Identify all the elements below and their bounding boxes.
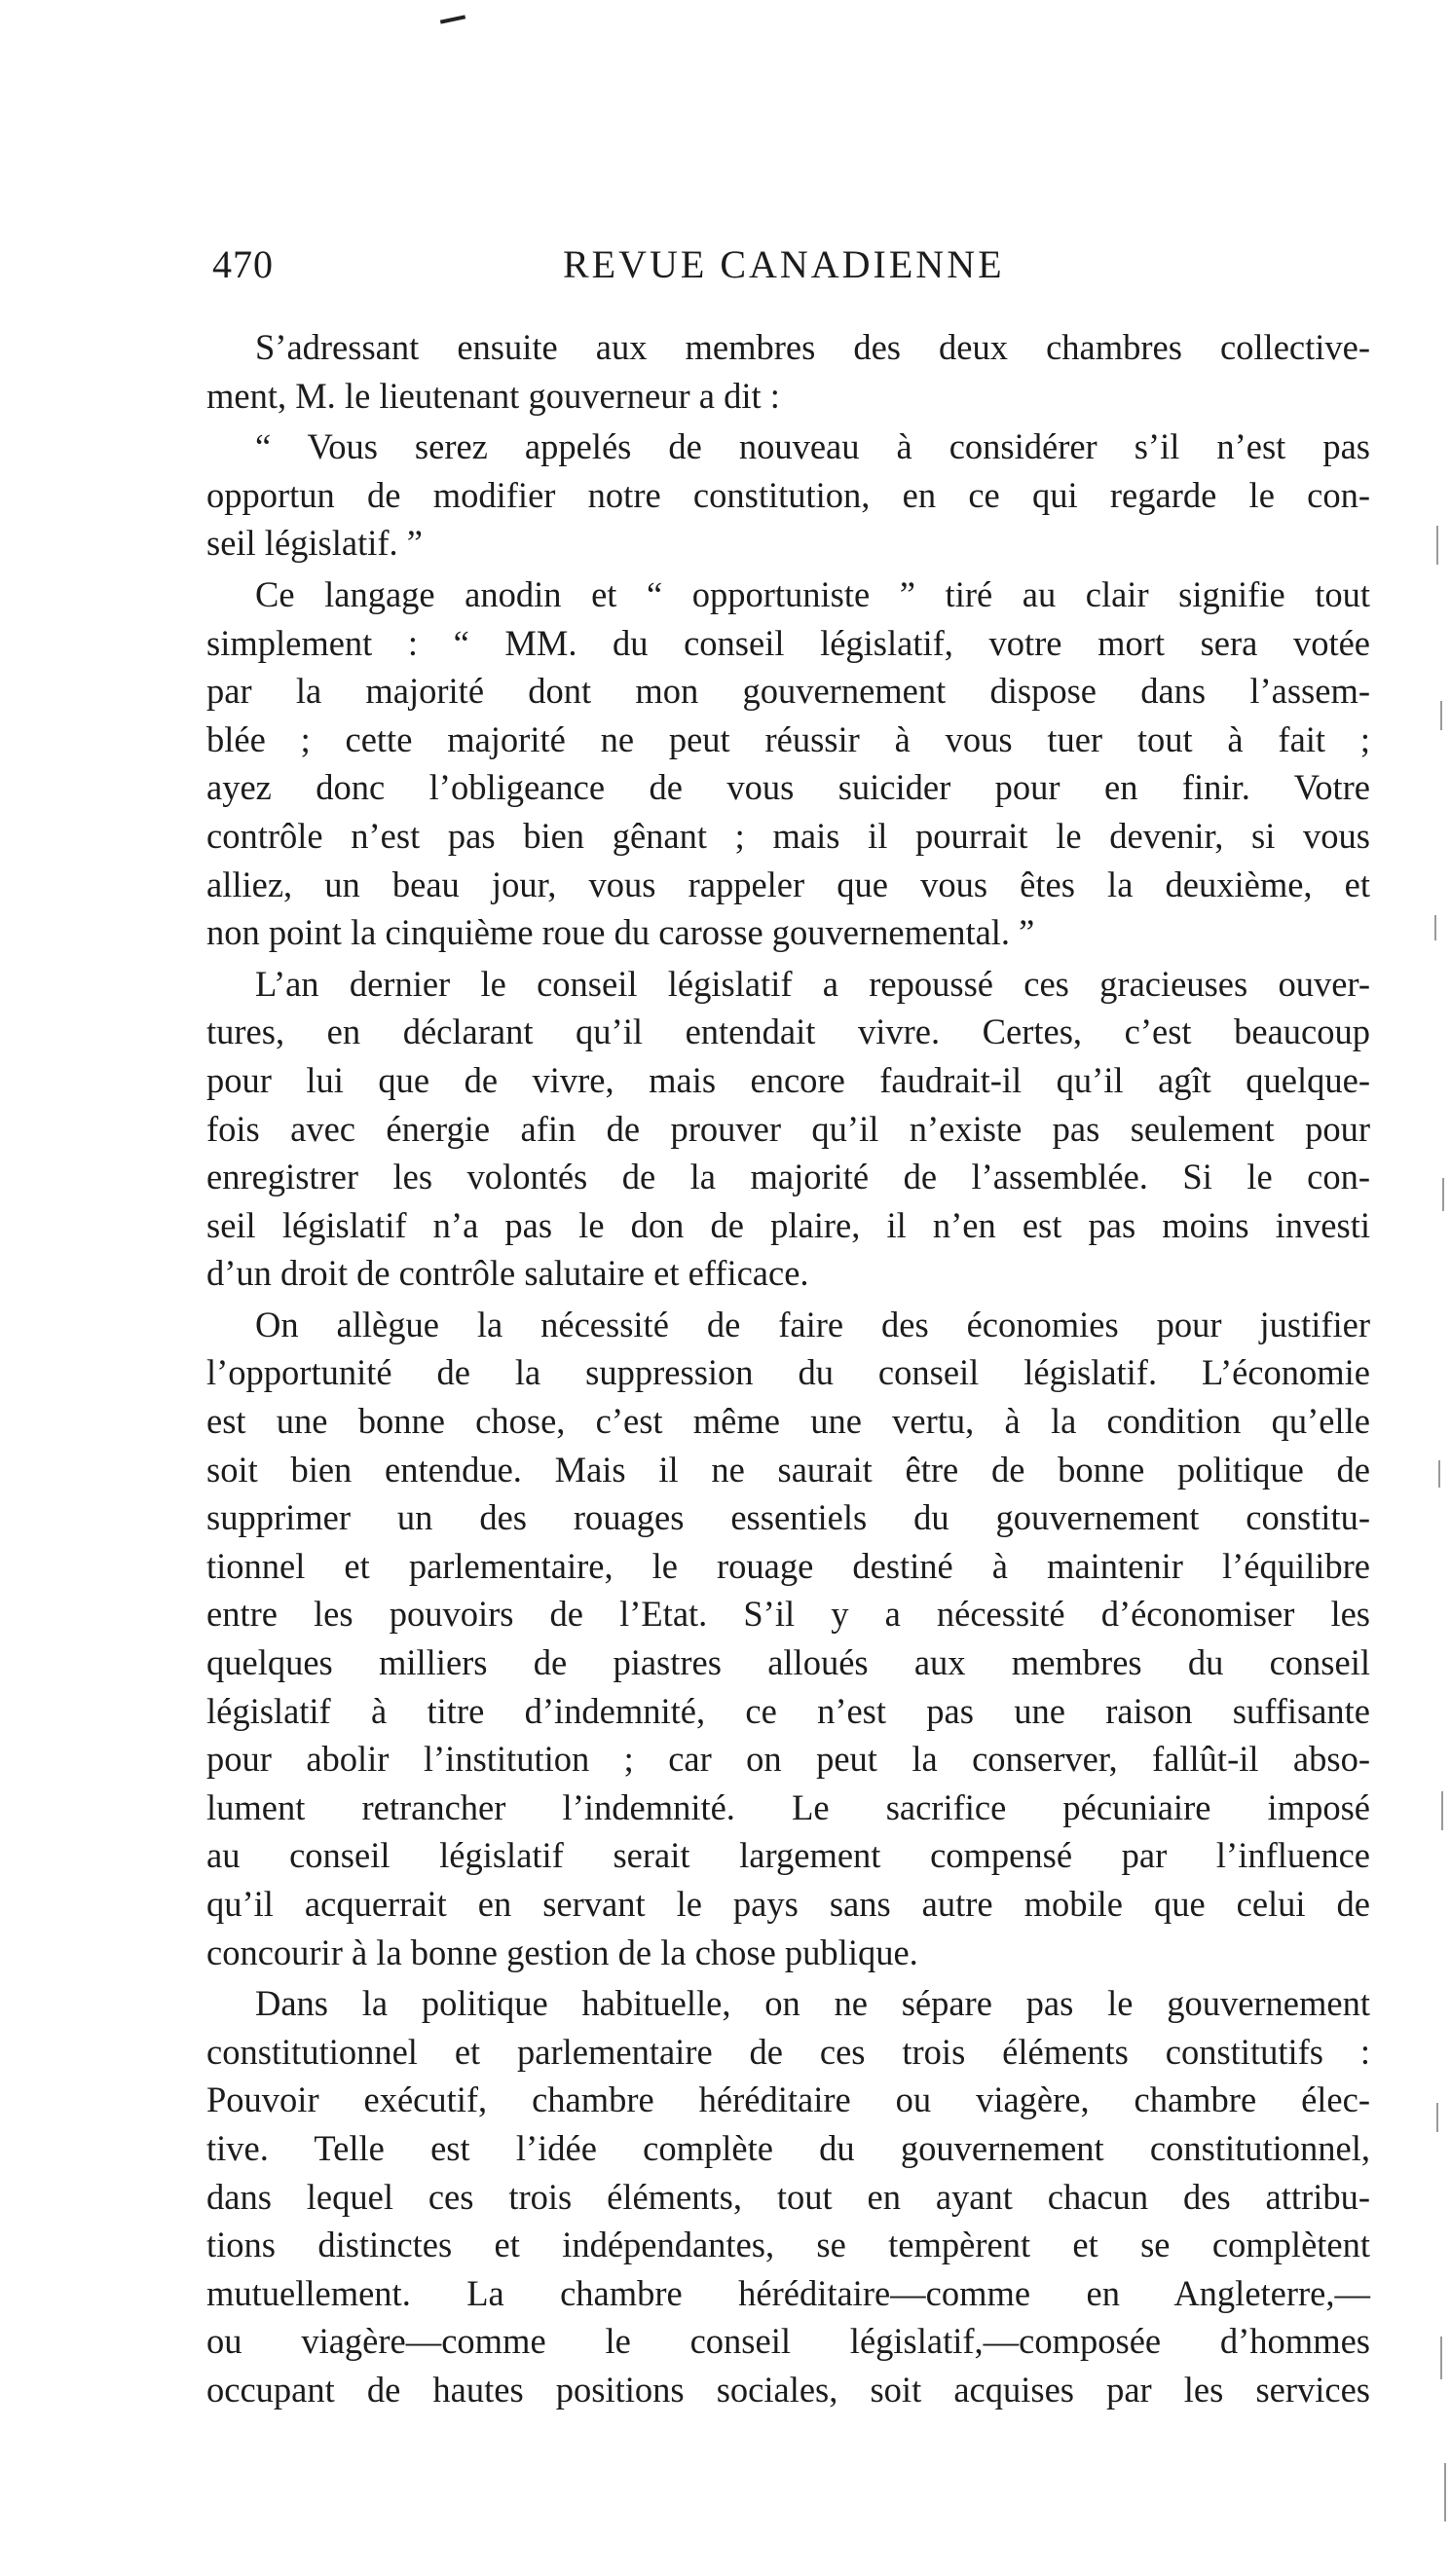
text-line: ou viagère—comme le conseil législatif,—composée d’hommes <box>206 2321 1370 2362</box>
text-line: seil législatif n’a pas le don de plaire, il n’en est pas moins investi <box>206 1204 1370 1245</box>
text-line: Pouvoir exécutif, chambre héréditaire ou viagère, chambre élec- <box>206 2079 1370 2120</box>
text-line: blée ; cette majorité ne peut réussir à vous tuer tout à fait ; <box>206 718 1370 759</box>
text-line: ment, M. le lieutenant gouverneur a dit : <box>206 375 780 416</box>
paragraph <box>206 1979 1370 2413</box>
text-line: tions distinctes et indépendantes, se tempèrent et se complètent <box>206 2225 1370 2265</box>
text-line: d’un droit de contrôle salutaire et efficace. <box>206 1253 809 1294</box>
paragraph <box>206 323 1370 420</box>
paragraph <box>206 1301 1370 1976</box>
paragraph <box>206 960 1370 1298</box>
text-line: tive. Telle est l’idée complète du gouvernement constitutionnel, <box>206 2127 1370 2168</box>
text-line: S’adressant ensuite aux membres des deux chambres collective- <box>255 327 1370 367</box>
text-line: au conseil législatif serait largement compensé par l’influence <box>206 1835 1370 1876</box>
text-line: lument retrancher l’indemnité. Le sacrifice pécuniaire imposé <box>206 1786 1370 1827</box>
text-line: L’an dernier le conseil législatif a repoussé ces gracieuses ouver- <box>255 963 1370 1004</box>
text-line: occupant de hautes positions sociales, soit acquises par les services <box>206 2369 1370 2410</box>
text-line: non point la cinquième roue du carosse gouvernemental. ” <box>206 912 1035 953</box>
text-line: tionnel et parlementaire, le rouage destiné à maintenir l’équilibre <box>206 1545 1370 1586</box>
text-line: pour lui que de vivre, mais encore faudrait-il qu’il agît quelque- <box>206 1059 1370 1100</box>
text-line: ayez donc l’obligeance de vous suicider pour en finir. Votre <box>206 767 1370 808</box>
text-line: enregistrer les volontés de la majorité de l’assemblée. Si le con- <box>206 1157 1370 1197</box>
paragraph <box>206 570 1370 957</box>
text-line: simplement : “ MM. du conseil législatif, votre mort sera votée <box>206 622 1370 663</box>
page-header <box>212 241 1011 300</box>
scan-edge-noise <box>1417 506 1451 2551</box>
text-line: fois avec énergie afin de prouver qu’il n’existe pas seulement pour <box>206 1108 1370 1149</box>
text-line: Dans la politique habituelle, on ne sépare pas le gouvernement <box>255 1983 1370 2024</box>
paragraph <box>206 423 1370 568</box>
text-line: est une bonne chose, c’est même une vertu, à la condition qu’elle <box>206 1401 1370 1442</box>
text-line: dans lequel ces trois éléments, tout en ayant chacun des attribu- <box>206 2176 1370 2217</box>
text-line: Ce langage anodin et “ opportuniste ” tiré au clair signifie tout <box>255 573 1370 614</box>
text-line: qu’il acquerrait en servant le pays sans autre mobile que celui de <box>206 1884 1370 1924</box>
text-line: entre les pouvoirs de l’Etat. S’il y a nécessité d’économiser les <box>206 1594 1370 1635</box>
text-line: législatif à titre d’indemnité, ce n’est pas une raison suffisante <box>206 1690 1370 1731</box>
text-line: contrôle n’est pas bien gênant ; mais il pourrait le devenir, si vous <box>206 815 1370 856</box>
body-text <box>206 323 1370 2417</box>
text-line: par la majorité dont mon gouvernement dispose dans l’assem- <box>206 671 1370 712</box>
text-line: supprimer un des rouages essentiels du gouvernement constitu- <box>206 1497 1370 1538</box>
page-number: 470 <box>212 242 274 286</box>
text-line: concourir à la bonne gestion de la chose publique. <box>206 1932 918 1972</box>
text-line: alliez, un beau jour, vous rappeler que vous êtes la deuxième, et <box>206 864 1370 904</box>
text-line: constitutionnel et parlementaire de ces trois éléments constitutifs : <box>206 2031 1370 2072</box>
text-line: quelques milliers de piastres alloués aux membres du conseil <box>206 1642 1370 1683</box>
running-title: REVUE CANADIENNE <box>563 242 1005 286</box>
print-mark <box>440 15 465 23</box>
text-line: pour abolir l’institution ; car on peut la conserver, fallût-il abso- <box>206 1739 1370 1780</box>
text-line: l’opportunité de la suppression du conseil législatif. L’économie <box>206 1352 1370 1393</box>
text-line: opportun de modifier notre constitution, en ce qui regarde le con- <box>206 474 1370 515</box>
text-line: “ Vous serez appelés de nouveau à considérer s’il n’est pas <box>255 426 1370 467</box>
text-line: seil législatif. ” <box>206 523 423 564</box>
text-line: mutuellement. La chambre héréditaire—comme en Angleterre,— <box>206 2272 1370 2313</box>
text-line: tures, en déclarant qu’il entendait vivre. Certes, c’est beaucoup <box>206 1012 1370 1052</box>
text-line: soit bien entendue. Mais il ne saurait être de bonne politique de <box>206 1449 1370 1490</box>
text-line: On allègue la nécessité de faire des économies pour justifier <box>255 1304 1370 1344</box>
